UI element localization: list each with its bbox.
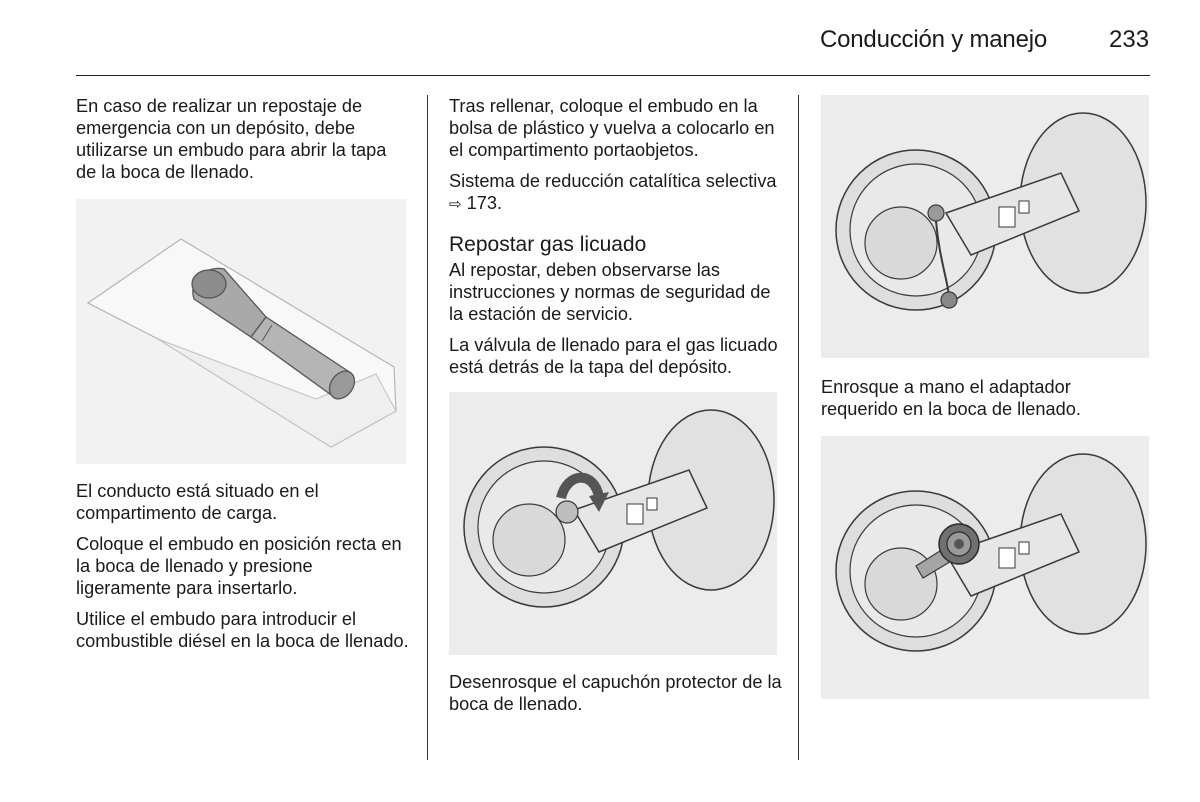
reference-text: Sistema de reducción catalítica selectiva — [449, 171, 777, 191]
column-2 — [449, 95, 787, 724]
cross-reference-arrow-icon: ⇨ — [449, 195, 462, 213]
paragraph: Tras rellenar, coloque el embudo en la bolsa de plástico y vuelva a colocarlo en el compartimento portaobjetos. — [449, 96, 775, 160]
figure-caption: Desenrosque el capuchón protector de la boca de llenado. — [449, 672, 782, 714]
figure-caption: Enrosque a mano el adaptador requerido en la boca de llenado. — [821, 377, 1081, 419]
paragraph: Utilice el embudo para introducir el combustible diésel en la boca de llenado. — [76, 609, 409, 651]
fuel-flap-valve-illustration-icon — [821, 95, 1149, 358]
column-1 — [76, 95, 411, 661]
fuel-flap-adapter-illustration-icon — [821, 436, 1149, 699]
paragraph: La válvula de llenado para el gas licuado está detrás de la tapa del depósito. — [449, 335, 778, 377]
paragraph: El conducto está situado en el compartimento de carga. — [76, 481, 319, 523]
section-heading: Repostar gas licuado — [449, 233, 647, 256]
column-divider — [427, 95, 428, 760]
page-number: 233 — [1109, 26, 1150, 53]
paragraph-with-reference — [449, 170, 787, 215]
header-rule — [76, 75, 1150, 76]
column-3 — [821, 95, 1151, 699]
paragraph: Coloque el embudo en posición recta en la boca de llenado y presione ligeramente para insertarlo. — [76, 534, 402, 598]
reference-page: 173. — [466, 193, 503, 213]
paragraph: En caso de realizar un repostaje de emergencia con un depósito, debe utilizarse un embudo para abrir la tapa de la boca de llenado. — [76, 96, 387, 182]
column-divider — [798, 95, 799, 760]
paragraph: Al repostar, deben observarse las instrucciones y normas de seguridad de la estación de servicio. — [449, 260, 771, 324]
fuel-flap-unscrew-illustration-icon — [449, 392, 777, 655]
page-header-section: Conducción y manejo — [820, 26, 1048, 53]
funnel-illustration-icon — [76, 199, 406, 464]
